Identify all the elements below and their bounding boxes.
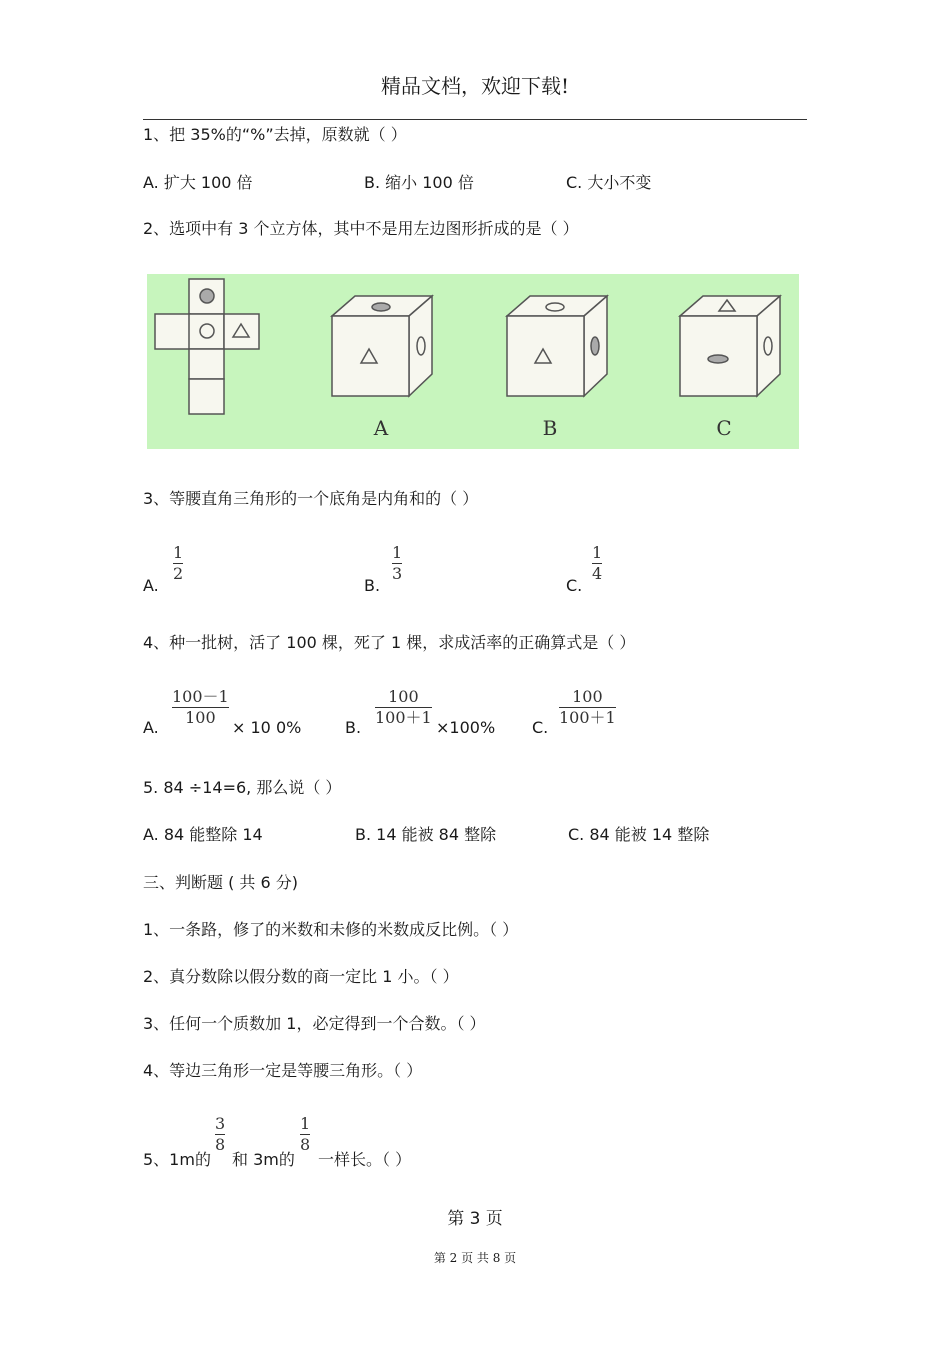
q5-option-c: C. 84 能被 14 整除 [568, 825, 710, 844]
fraction-numerator: 1 [300, 1114, 311, 1133]
cube-label-b: B [542, 416, 558, 440]
judge-3: 3、任何一个质数加 1，必定得到一个合数。（ ） [143, 1014, 486, 1033]
q5-option-b: B. 14 能被 84 整除 [355, 825, 497, 844]
judge-4: 4、等边三角形一定是等腰三角形。（ ） [143, 1061, 423, 1080]
net-filled-circle [200, 289, 214, 303]
fraction-numerator: 1 [392, 543, 403, 562]
q4-option-a-label: A. [143, 718, 159, 737]
fraction-numerator: 100 [388, 687, 419, 706]
cube-label-c: C [716, 416, 732, 440]
q5-option-a: A. 84 能整除 14 [143, 825, 263, 844]
q3-option-c-label: C. [566, 576, 583, 595]
page-header: 精品文档，欢迎下载! [380, 74, 570, 98]
q3-option-a-fraction [173, 544, 183, 583]
q3-option-c-fraction [592, 544, 602, 583]
judge-5-part2: 和 3m的 [232, 1150, 295, 1169]
q3-option-a-label: A. [143, 576, 159, 595]
q1-option-b: B. 缩小 100 倍 [364, 173, 474, 192]
header-rule [143, 119, 807, 120]
fraction-denominator: 3 [392, 564, 403, 583]
q4-option-c-fraction [559, 688, 616, 727]
judge-1: 1、一条路，修了的米数和未修的米数成反比例。（ ） [143, 920, 519, 939]
judge-5-fraction-1 [215, 1115, 225, 1154]
q1-stem: 1、把 35%的“%”去掉，原数就（ ） [143, 125, 407, 144]
q4-option-a-fraction [172, 688, 229, 727]
q1-option-c: C. 大小不变 [566, 173, 652, 192]
judge-5-fraction-2 [300, 1115, 310, 1154]
cube-figure [147, 274, 799, 449]
fraction-numerator: 1 [173, 543, 184, 562]
q3-option-b-label: B. [364, 576, 381, 595]
judge-2: 2、真分数除以假分数的商一定比 1 小。（ ） [143, 967, 459, 986]
fraction-denominator: 4 [592, 564, 603, 583]
q3-option-b-fraction [392, 544, 402, 583]
cube-a-top-oval [372, 303, 390, 311]
fraction-denominator: 8 [300, 1135, 311, 1154]
q2-stem: 2、选项中有 3 个立方体，其中不是用左边图形折成的是（ ） [143, 219, 579, 238]
page-number: 第 3 页 [447, 1209, 503, 1229]
q4-option-b-tail: ×100% [436, 718, 496, 737]
q5-stem: 5. 84 ÷14=6, 那么说（ ） [143, 778, 342, 797]
fraction-numerator: 100－1 [172, 687, 229, 706]
cube-c-front-oval [708, 355, 728, 363]
q3-stem: 3、等腰直角三角形的一个底角是内角和的（ ） [143, 489, 479, 508]
q4-option-c-label: C. [532, 718, 549, 737]
q4-option-b-label: B. [345, 718, 362, 737]
page-count: 第 2 页 共 8 页 [433, 1251, 517, 1265]
cube-figure-svg [147, 274, 799, 449]
cube-label-a: A [373, 416, 389, 440]
fraction-numerator: 1 [592, 543, 603, 562]
q4-stem: 4、种一批树，活了 100 棵，死了 1 棵，求成活率的正确算式是（ ） [143, 633, 636, 652]
q4-option-b-fraction [375, 688, 432, 727]
judge-5-part3: 一样长。（ ） [318, 1150, 412, 1169]
q4-option-a-tail: × 10 0% [232, 718, 302, 737]
cube-b-side-oval [591, 337, 599, 355]
section-3-heading: 三、判断题 ( 共 6 分) [143, 873, 299, 892]
fraction-denominator: 100 [185, 708, 216, 727]
fraction-numerator: 100 [572, 687, 603, 706]
fraction-denominator: 8 [215, 1135, 226, 1154]
fraction-numerator: 3 [215, 1114, 226, 1133]
judge-5-part1: 5、1m的 [143, 1150, 211, 1169]
fraction-denominator: 100＋1 [375, 708, 432, 727]
q1-option-a: A. 扩大 100 倍 [143, 173, 253, 192]
fraction-denominator: 2 [173, 564, 184, 583]
fraction-denominator: 100＋1 [559, 708, 616, 727]
